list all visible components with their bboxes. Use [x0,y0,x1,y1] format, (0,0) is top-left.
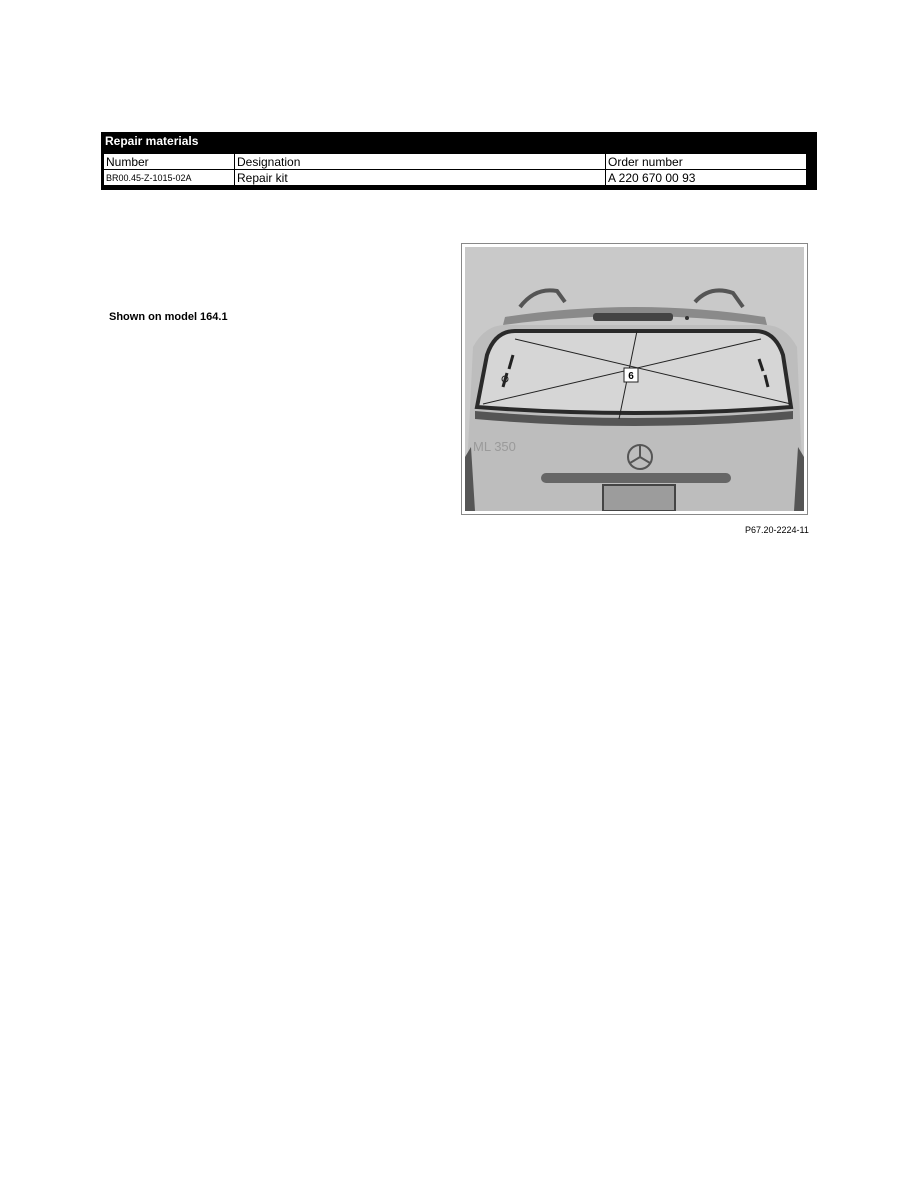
model-badge: ML 350 [473,439,516,454]
header-number: Number [104,154,235,170]
cell-designation: Repair kit [235,170,606,186]
callout-label: 6 [628,371,634,382]
model-caption: Shown on model 164.1 [109,311,228,323]
table-title: Repair materials [105,134,199,148]
table-row [104,170,807,186]
cell-number: BR00.45-Z-1015-02A [104,170,235,186]
repair-materials-table [101,132,817,190]
table-header-row [104,154,807,170]
rear-window-illustration [465,247,804,511]
figure-code: P67.20-2224-11 [745,525,809,535]
figure-frame [461,243,808,515]
header-designation: Designation [235,154,606,170]
header-order-number: Order number [606,154,807,170]
repair-materials-grid [103,153,807,186]
cell-order-number: A 220 670 00 93 [606,170,807,186]
